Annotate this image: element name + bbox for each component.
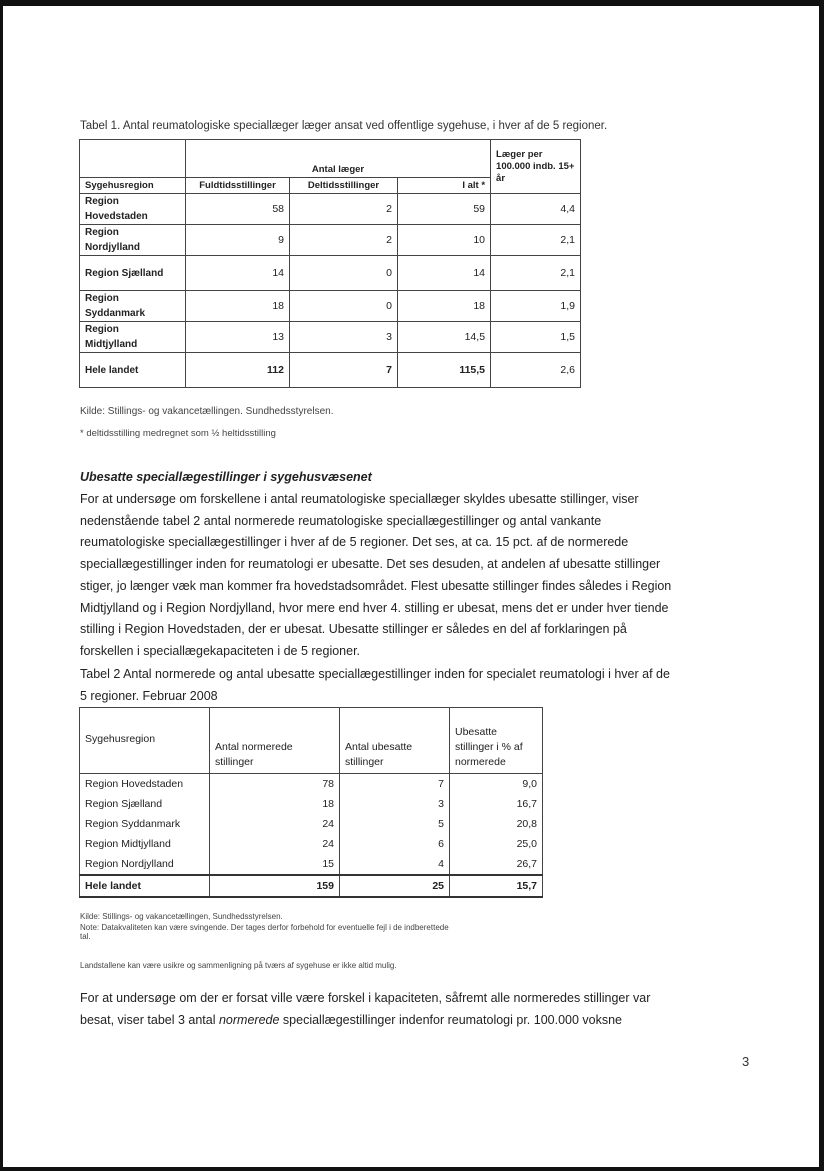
full-cell: 9 bbox=[186, 225, 290, 256]
total-cell: 115,5 bbox=[398, 353, 491, 388]
table-row bbox=[80, 194, 581, 225]
region-cell: Region Sjælland bbox=[80, 256, 186, 291]
full-cell: 58 bbox=[186, 194, 290, 225]
region-cell: Hele landet bbox=[80, 875, 210, 897]
table1-col-full: Fuldtidsstillinger bbox=[186, 178, 290, 194]
table1-col-region: Sygehusregion bbox=[80, 178, 186, 194]
scan-border-bottom bbox=[0, 1167, 824, 1171]
table2-col-pct: Ubesatte stillinger i % af normerede bbox=[450, 708, 543, 774]
pct-cell: 9,0 bbox=[450, 774, 543, 795]
table1-source: Kilde: Stillings- og vakancetællingen. Sundhedsstyrelsen. bbox=[80, 406, 334, 417]
table1 bbox=[79, 139, 581, 388]
norm-cell: 18 bbox=[210, 794, 340, 814]
full-cell: 14 bbox=[186, 256, 290, 291]
table1-footnote: * deltidsstilling medregnet som ½ heltidsstilling bbox=[80, 428, 276, 439]
per-cell: 1,5 bbox=[491, 322, 581, 353]
table-row bbox=[80, 225, 581, 256]
region-cell: Hele landet bbox=[80, 353, 186, 388]
vacant-cell: 3 bbox=[340, 794, 450, 814]
per-cell: 2,1 bbox=[491, 256, 581, 291]
section-heading: Ubesatte speciallægestillinger i sygehusvæsenet bbox=[80, 470, 372, 484]
full-cell: 18 bbox=[186, 291, 290, 322]
per-cell: 2,1 bbox=[491, 225, 581, 256]
table2-col-vacant: Antal ubesatte stillinger bbox=[340, 708, 450, 774]
table-row bbox=[80, 291, 581, 322]
per-cell: 1,9 bbox=[491, 291, 581, 322]
part-cell: 7 bbox=[290, 353, 398, 388]
region-cell: Region Sjælland bbox=[80, 794, 210, 814]
total-cell: 59 bbox=[398, 194, 491, 225]
table-row bbox=[80, 256, 581, 291]
table2-col-region: Sygehusregion bbox=[80, 708, 210, 774]
vacant-cell: 6 bbox=[340, 834, 450, 854]
full-cell: 13 bbox=[186, 322, 290, 353]
part-cell: 3 bbox=[290, 322, 398, 353]
table-total-row bbox=[80, 875, 543, 897]
region-cell: Region Syddanmark bbox=[80, 814, 210, 834]
total-cell: 14,5 bbox=[398, 322, 491, 353]
region-cell: Region Syddanmark bbox=[80, 291, 186, 322]
region-cell: Region Nordjylland bbox=[80, 225, 186, 256]
page-number: 3 bbox=[742, 1054, 750, 1069]
region-cell: Region Midtjylland bbox=[80, 322, 186, 353]
norm-cell: 15 bbox=[210, 854, 340, 875]
pct-cell: 16,7 bbox=[450, 794, 543, 814]
closing-paragraph: For at undersøge om der er forsat ville være forskel i kapaciteten, såfremt alle normeredes stillinger var besat, viser tabel 3 antal normerede speciallægestillinger indenfor reumatologi pr. 100.000 voksne bbox=[80, 991, 651, 1027]
table-row bbox=[80, 814, 543, 834]
per-cell: 2,6 bbox=[491, 353, 581, 388]
table1-col-part: Deltidsstillinger bbox=[290, 178, 398, 194]
table2-caption: Tabel 2 Antal normerede og antal ubesatte speciallægestillinger inden for specialet reumatologi i hver af de 5 regioner. Februar 2008 bbox=[80, 667, 670, 703]
table1-header-per: Læger per 100.000 indb. 15+ år bbox=[491, 140, 581, 194]
table-row bbox=[80, 794, 543, 814]
vacant-cell: 4 bbox=[340, 854, 450, 875]
table-row bbox=[80, 774, 543, 795]
region-cell: Region Nordjylland bbox=[80, 854, 210, 875]
scan-border-left bbox=[0, 0, 3, 1171]
total-cell: 14 bbox=[398, 256, 491, 291]
norm-cell: 24 bbox=[210, 834, 340, 854]
region-cell: Region Hovedstaden bbox=[80, 194, 186, 225]
vacant-cell: 7 bbox=[340, 774, 450, 795]
part-cell: 2 bbox=[290, 225, 398, 256]
pct-cell: 26,7 bbox=[450, 854, 543, 875]
part-cell: 0 bbox=[290, 291, 398, 322]
norm-cell: 78 bbox=[210, 774, 340, 795]
vacant-cell: 25 bbox=[340, 875, 450, 897]
part-cell: 2 bbox=[290, 194, 398, 225]
table2-note2: Landstallene kan være usikre og sammenligning på tværs af sygehuse er ikke altid mulig. bbox=[80, 961, 397, 970]
table2-col-norm: Antal normerede stillinger bbox=[210, 708, 340, 774]
table2 bbox=[79, 707, 543, 898]
table2-note: Note: Datakvaliteten kan være svingende. Der tages derfor forbehold for eventuelle fejl i de indberettede tal. bbox=[80, 923, 449, 941]
scan-border-right bbox=[819, 0, 824, 1171]
table-row bbox=[80, 322, 581, 353]
pct-cell: 25,0 bbox=[450, 834, 543, 854]
norm-cell: 24 bbox=[210, 814, 340, 834]
table-row bbox=[80, 834, 543, 854]
table1-caption: Tabel 1. Antal reumatologiske speciallæger læger ansat ved offentlige sygehuse, i hver af de 5 regioner. bbox=[80, 120, 608, 132]
pct-cell: 20,8 bbox=[450, 814, 543, 834]
section-paragraph: For at undersøge om forskellene i antal reumatologiske speciallæger skyldes ubesatte stillinger, viser nedenstående tabel 2 antal normerede reumatologiske speciallægestillinger og antal vankante reumatologiske speciallægestillinger i hver af de 5 regioner. Det ses, at ca. 15 pct. af de normerede speciallægestillinger inden for reumatologi er ubesatte. Det ses desuden, at andelen af ubesatte stillinger stiger, jo længer væk man kommer fra hovedstadsområdet. Flest ubesatte stillinger findes således i Region Midtjylland og i Region Nordjylland, hvor mere end hver 4. stilling er ubesat, mens det er under hver tiende stilling i Region Hovedstaden, der er ubesat. Ubesatte stillinger er således en del af forklaringen på forskellen i speciallægekapaciteten i de 5 regioner. bbox=[80, 492, 672, 658]
table2-source: Kilde: Stillings- og vakancetællingen, Sundhedsstyrelsen. bbox=[80, 912, 283, 921]
region-cell: Region Midtjylland bbox=[80, 834, 210, 854]
full-cell: 112 bbox=[186, 353, 290, 388]
region-cell: Region Hovedstaden bbox=[80, 774, 210, 795]
total-cell: 18 bbox=[398, 291, 491, 322]
pct-cell: 15,7 bbox=[450, 875, 543, 897]
table1-col-total: I alt * bbox=[398, 178, 491, 194]
total-cell: 10 bbox=[398, 225, 491, 256]
part-cell: 0 bbox=[290, 256, 398, 291]
norm-cell: 159 bbox=[210, 875, 340, 897]
table1-header-group: Antal læger bbox=[186, 140, 491, 178]
table-total-row bbox=[80, 353, 581, 388]
per-cell: 4,4 bbox=[491, 194, 581, 225]
table-row bbox=[80, 854, 543, 875]
scan-border-top bbox=[0, 0, 824, 6]
vacant-cell: 5 bbox=[340, 814, 450, 834]
